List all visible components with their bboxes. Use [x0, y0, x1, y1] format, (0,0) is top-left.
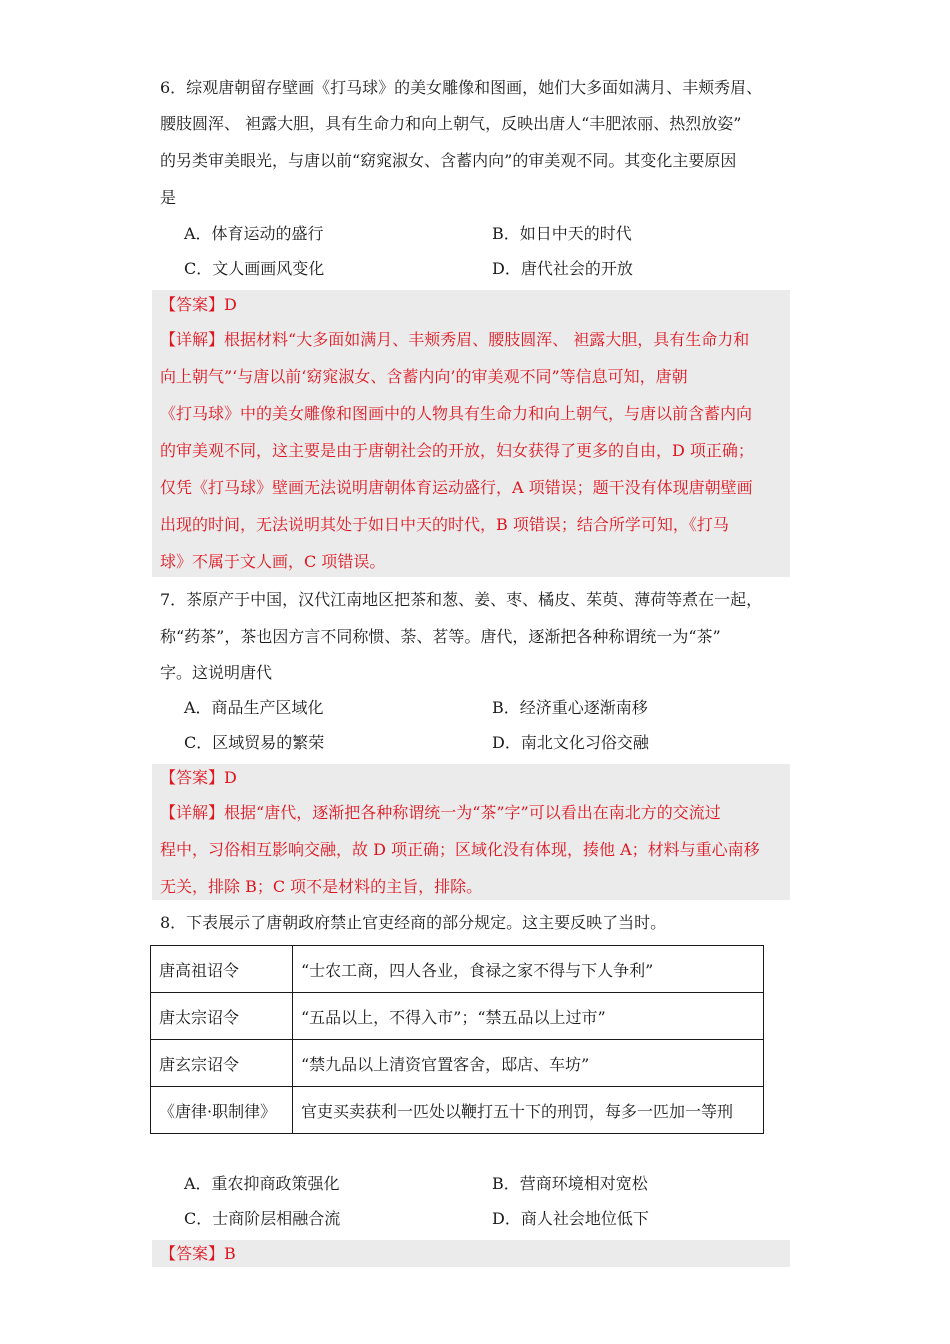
answer-value: D	[224, 295, 237, 314]
q7-stem-line-3: 字。这说明唐代	[160, 663, 273, 682]
q7-answer	[160, 768, 237, 788]
q6-stem-line-1: 6．综观唐朝留存壁画《打马球》的美女雕像和图画，她们大多面如满月、丰颊秀眉、	[160, 78, 763, 97]
q7-option-a: A．商品生产区域化	[184, 698, 324, 717]
q6-answer	[160, 295, 237, 315]
q8-answer-block	[152, 1240, 790, 1267]
q8-answer	[160, 1244, 236, 1264]
table-cell-source: 唐玄宗诏令	[151, 1040, 293, 1087]
answer-tag: 【答案】	[160, 1244, 225, 1263]
table-cell-source: 唐太宗诏令	[151, 993, 293, 1040]
table-row	[151, 1087, 764, 1134]
q8-option-c: C．士商阶层相融合流	[184, 1209, 341, 1228]
table-row	[151, 1040, 764, 1087]
detail-tag: 【详解】	[160, 330, 225, 349]
q8-stem: 8．下表展示了唐朝政府禁止官吏经商的部分规定。这主要反映了当时。	[160, 913, 667, 932]
table-cell-content: “禁九品以上清资官置客舍，邸店、车坊”	[293, 1040, 764, 1087]
detail-text: 根据材料“大多面如满月、丰颊秀眉、腰肢圆浑、 袒露大胆，具有生命力和	[224, 330, 750, 349]
q6-detail-line-5: 仅凭《打马球》壁画无法说明唐朝体育运动盛行，A 项错误；题干没有体现唐朝壁画	[160, 478, 753, 497]
q7-option-b: B．经济重心逐渐南移	[492, 698, 648, 717]
q6-option-a: A．体育运动的盛行	[184, 224, 324, 243]
table-cell-content: 官吏买卖获利一匹处以鞭打五十下的刑罚，每多一匹加一等刑	[293, 1087, 764, 1134]
q6-stem-line-3: 的另类审美眼光，与唐以前“窈窕淑女、含蓄内向”的审美观不同。其变化主要原因	[160, 151, 737, 170]
table-row	[151, 946, 764, 993]
q6-detail-line-7: 球》不属于文人画，C 项错误。	[160, 552, 386, 571]
q7-detail-line-1	[160, 803, 721, 823]
detail-text: 根据“唐代，逐渐把各种称谓统一为“茶”字”可以看出在南北方的交流过	[224, 803, 721, 822]
q6-option-b: B．如日中天的时代	[492, 224, 632, 243]
table-row	[151, 993, 764, 1040]
q8-option-b: B．营商环境相对宽松	[492, 1174, 648, 1193]
q7-option-d: D．南北文化习俗交融	[492, 733, 649, 752]
detail-tag: 【详解】	[160, 803, 225, 822]
q6-option-d: D．唐代社会的开放	[492, 259, 633, 278]
q7-detail-line-3: 无关，排除 B；C 项不是材料的主旨，排除。	[160, 877, 483, 896]
q6-detail-line-2: 向上朝气”‘与唐以前‘窈窕淑女、含蓄内向’的审美观不同”等信息可知，唐朝	[160, 367, 688, 386]
q6-stem-line-4: 是	[160, 188, 177, 207]
q7-stem-line-2: 称“药茶”，茶也因方言不同称惯、荼、茗等。唐代，逐渐把各种称谓统一为“茶”	[160, 627, 721, 646]
q6-detail-line-1	[160, 330, 749, 350]
table-cell-content: “五品以上，不得入市”；“禁五品以上过市”	[293, 993, 764, 1040]
answer-tag: 【答案】	[160, 768, 225, 787]
answer-value: D	[224, 768, 237, 787]
q8-option-d: D．商人社会地位低下	[492, 1209, 649, 1228]
q6-stem-line-2: 腰肢圆浑、 袒露大胆，具有生命力和向上朝气，反映出唐人“丰肥浓丽、热烈放姿”	[160, 114, 742, 133]
q7-detail-line-2: 程中，习俗相互影响交融，故 D 项正确；区域化没有体现，揍他 A；材料与重心南移	[160, 840, 760, 859]
table-cell-source: 《唐律·职制律》	[151, 1087, 293, 1134]
q8-option-a: A．重农抑商政策强化	[184, 1174, 340, 1193]
q6-detail-line-4: 的审美观不同，这主要是由于唐朝社会的开放，妇女获得了更多的自由，D 项正确；	[160, 441, 754, 460]
q6-detail-line-3: 《打马球》中的美女雕像和图画中的人物具有生命力和向上朝气，与唐以前含蓄内向	[160, 404, 753, 423]
q7-stem-line-1: 7．茶原产于中国，汉代江南地区把茶和葱、姜、枣、橘皮、茱萸、薄荷等煮在一起，	[160, 590, 763, 609]
q6-option-c: C．文人画画风变化	[184, 259, 325, 278]
answer-value: B	[224, 1244, 236, 1263]
regulations-table	[150, 945, 764, 1134]
q7-option-c: C．区域贸易的繁荣	[184, 733, 325, 752]
q6-detail-line-6: 出现的时间，无法说明其处于如日中天的时代，B 项错误；结合所学可知，《打马	[160, 515, 729, 534]
table-cell-source: 唐高祖诏令	[151, 946, 293, 993]
table-cell-content: “士农工商，四人各业，食禄之家不得与下人争利”	[293, 946, 764, 993]
answer-tag: 【答案】	[160, 295, 225, 314]
